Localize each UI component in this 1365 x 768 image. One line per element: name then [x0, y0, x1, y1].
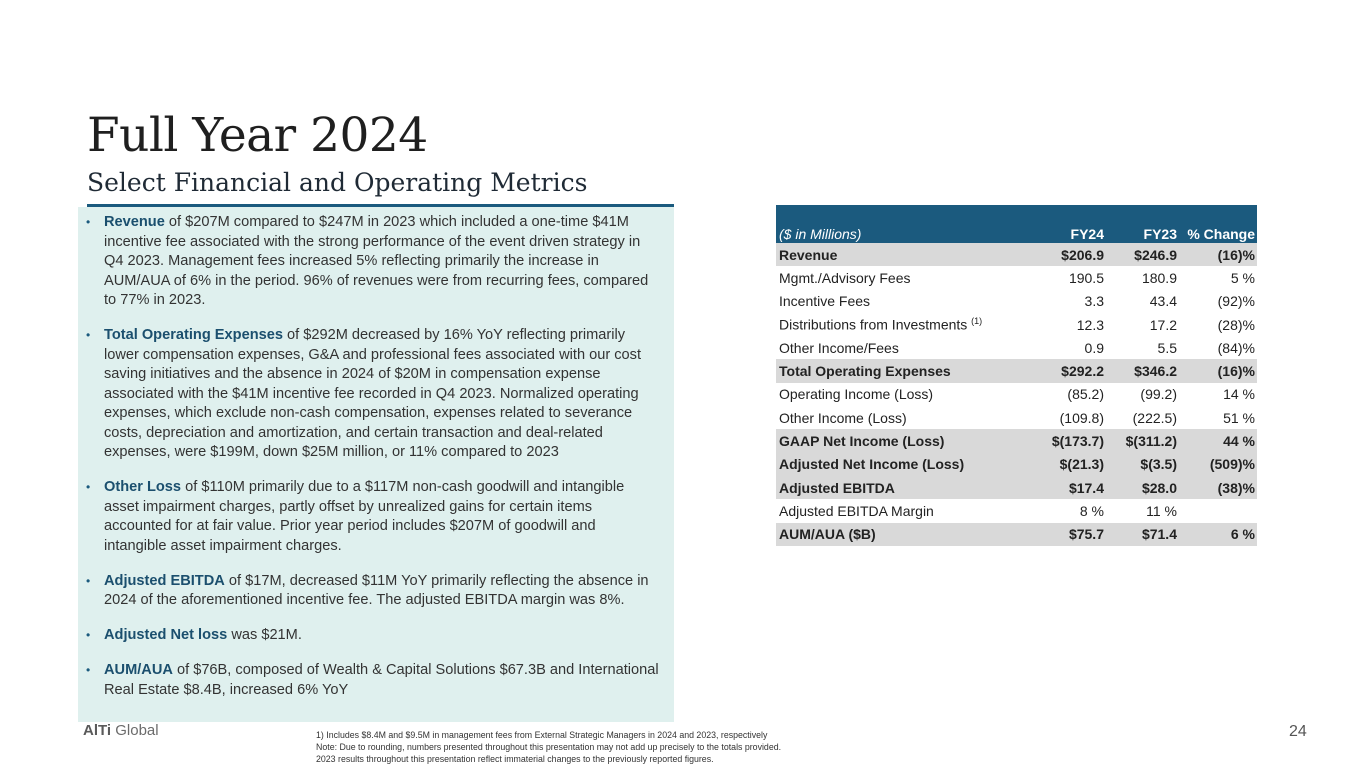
bullet-term: Revenue	[104, 214, 165, 230]
bullet-text: of $207M compared to $247M in 2023 which included a one-time $41M incentive fee associated with the strong performance of the event driven strategy in Q4 2023. Management fees increased 5% reflecting primarily the increase in AUM/AUA of 6% in the period. 96% of revenues were from recurring fees, compared to 77% in 2023.	[104, 214, 649, 308]
bullet-dot-icon: •	[86, 328, 91, 342]
row-change	[1179, 499, 1257, 522]
row-label: Incentive Fees	[779, 293, 871, 310]
table-row	[776, 243, 1257, 266]
bullet-term: AUM/AUA	[104, 662, 173, 678]
table-row	[776, 266, 1257, 289]
row-change: (28)%	[1217, 316, 1255, 333]
row-label: Adjusted EBITDA Margin	[779, 502, 934, 519]
row-fy23: $246.9	[1134, 246, 1177, 263]
footnotes	[316, 729, 781, 765]
header-fy23: FY23	[1143, 226, 1177, 242]
row-fy23: 43.4	[1149, 293, 1177, 310]
bullet-revenue	[86, 213, 660, 311]
row-change: 51 %	[1223, 409, 1255, 426]
table-row	[776, 429, 1257, 452]
header-fy24: FY24	[1070, 226, 1104, 242]
table-row	[776, 453, 1257, 476]
bullet-dot-icon: •	[86, 573, 91, 588]
table-row	[776, 383, 1257, 406]
table-row	[776, 499, 1257, 522]
row-fy24: $75.7	[1068, 526, 1104, 543]
bullet-other-loss	[86, 478, 660, 556]
footnote-1: 1) Includes $8.4M and $9.5M in management fees from External Strategic Managers in 2024 and 2023, respectively	[316, 730, 768, 740]
row-fy23: (222.5)	[1132, 409, 1177, 426]
bullet-text: of $292M decreased by 16% YoY reflecting primarily lower compensation expenses, G&A and professional fees associated with our cost saving initiatives and the absence in 2024 of $20M in compensation expense associated with the $41M incentive fee recorded in Q4 2023. Normalized operating expenses, which exclude non-cash compensation, expenses related to severance costs, depreciation and amortization, and certain transaction and deal-related expenses, were $199M, down $25M million, or 11% compared to 2023	[104, 327, 642, 460]
financial-metrics-table	[776, 205, 1257, 546]
row-change: 44 %	[1223, 433, 1255, 450]
row-fy24: $206.9	[1061, 246, 1104, 263]
row-label: Revenue	[779, 246, 838, 263]
row-label: Other Income/Fees	[779, 339, 899, 356]
header-change: % Change	[1187, 226, 1255, 242]
row-fy24: 12.3	[1076, 316, 1104, 333]
bullet-term: Other Loss	[104, 479, 182, 495]
table-row	[776, 406, 1257, 429]
row-fy23: $(311.2)	[1125, 433, 1177, 450]
row-fy23: $(3.5)	[1140, 456, 1177, 473]
bullet-text: of $110M primarily due to a $117M non-cash goodwill and intangible asset impairment charges, partly offset by unrealized gains for certain items accounted for at fair value. Prior year period includes $207M of goodwill and intangible asset impairment charges.	[104, 479, 625, 554]
row-change: (16)%	[1217, 246, 1255, 263]
row-change: 6 %	[1230, 526, 1255, 543]
bullet-dot-icon: •	[86, 663, 91, 677]
row-fy24: 190.5	[1068, 269, 1104, 286]
footnote-marker: (1)	[971, 316, 983, 327]
row-fy24: $(173.7)	[1051, 433, 1104, 450]
row-fy24: (85.2)	[1067, 386, 1104, 403]
row-fy23: 5.5	[1157, 339, 1177, 356]
row-label: Adjusted Net Income (Loss)	[779, 456, 965, 473]
page-subtitle: Select Financial and Operating Metrics	[87, 168, 588, 197]
table-row	[776, 523, 1257, 546]
footnote-restatement: 2023 results throughout this presentation reflect immaterial changes to the previously reported figures.	[316, 754, 714, 764]
bullet-text: of $17M, decreased $11M YoY primarily reflecting the absence in 2024 of the aforementioned incentive fee. The adjusted EBITDA margin was 8%.	[104, 572, 649, 608]
bullet-term: Adjusted Net loss	[104, 627, 228, 643]
row-fy23: $346.2	[1134, 363, 1177, 380]
row-fy23: 180.9	[1141, 269, 1177, 286]
page-title: Full Year 2024	[87, 108, 428, 163]
row-fy24: (109.8)	[1059, 409, 1104, 426]
highlights-panel	[78, 207, 674, 722]
header-units: ($ in Millions)	[779, 226, 862, 242]
row-fy23: (99.2)	[1140, 386, 1177, 403]
table-header-row	[776, 205, 1257, 243]
company-logo: AlTi Global	[83, 722, 159, 739]
row-fy24: 8 %	[1079, 502, 1104, 519]
row-change: (38)%	[1217, 479, 1255, 496]
footnote-rounding: Note: Due to rounding, numbers presented throughout this presentation may not add up precisely to the totals provided.	[316, 742, 782, 752]
row-change: (16)%	[1217, 363, 1255, 380]
row-fy23: $28.0	[1141, 479, 1177, 496]
row-change: 5 %	[1230, 269, 1255, 286]
bullet-adjusted-net-loss	[86, 626, 660, 646]
bullet-dot-icon: •	[86, 628, 91, 642]
table-row	[776, 336, 1257, 359]
table-row	[776, 290, 1257, 313]
bullet-aum-aua	[86, 661, 660, 700]
page-number: 24	[1289, 723, 1307, 740]
row-fy23: 11 %	[1146, 502, 1177, 519]
row-fy23: $71.4	[1141, 526, 1177, 543]
row-label: Mgmt./Advisory Fees	[779, 269, 911, 286]
bullet-operating-expenses	[86, 326, 660, 463]
bullet-term: Total Operating Expenses	[104, 327, 283, 343]
bullet-text: was $21M.	[227, 627, 302, 643]
row-fy24: $(21.3)	[1059, 456, 1104, 473]
row-change: (509)%	[1209, 456, 1255, 473]
row-label: Other Income (Loss)	[779, 409, 907, 426]
row-change: (92)%	[1217, 293, 1255, 310]
row-fy24: $292.2	[1061, 363, 1104, 380]
row-label: AUM/AUA ($B)	[779, 526, 876, 543]
table-row	[776, 313, 1257, 336]
row-change: (84)%	[1217, 339, 1255, 356]
bullet-adjusted-ebitda	[86, 572, 660, 611]
row-label: Total Operating Expenses	[779, 363, 951, 380]
row-fy24: $17.4	[1068, 479, 1104, 496]
bullet-dot-icon: •	[86, 480, 91, 494]
row-change: 14 %	[1223, 386, 1255, 403]
table-row	[776, 476, 1257, 499]
row-fy23: 17.2	[1149, 316, 1177, 333]
bullet-text: of $76B, composed of Wealth & Capital Solutions $67.3B and International Real Estate $8.4B, increased 6% YoY	[104, 662, 659, 698]
row-label: Operating Income (Loss)	[779, 386, 934, 403]
row-fy24: 0.9	[1084, 339, 1104, 356]
bullet-dot-icon: •	[86, 215, 91, 229]
row-fy24: 3.3	[1084, 293, 1104, 310]
bullet-term: Adjusted EBITDA	[104, 572, 225, 589]
table-row	[776, 359, 1257, 382]
row-label: Distributions from Investments $^{(1)}$	[779, 316, 983, 333]
row-label: Adjusted EBITDA	[779, 479, 895, 496]
row-label: GAAP Net Income (Loss)	[779, 433, 945, 450]
